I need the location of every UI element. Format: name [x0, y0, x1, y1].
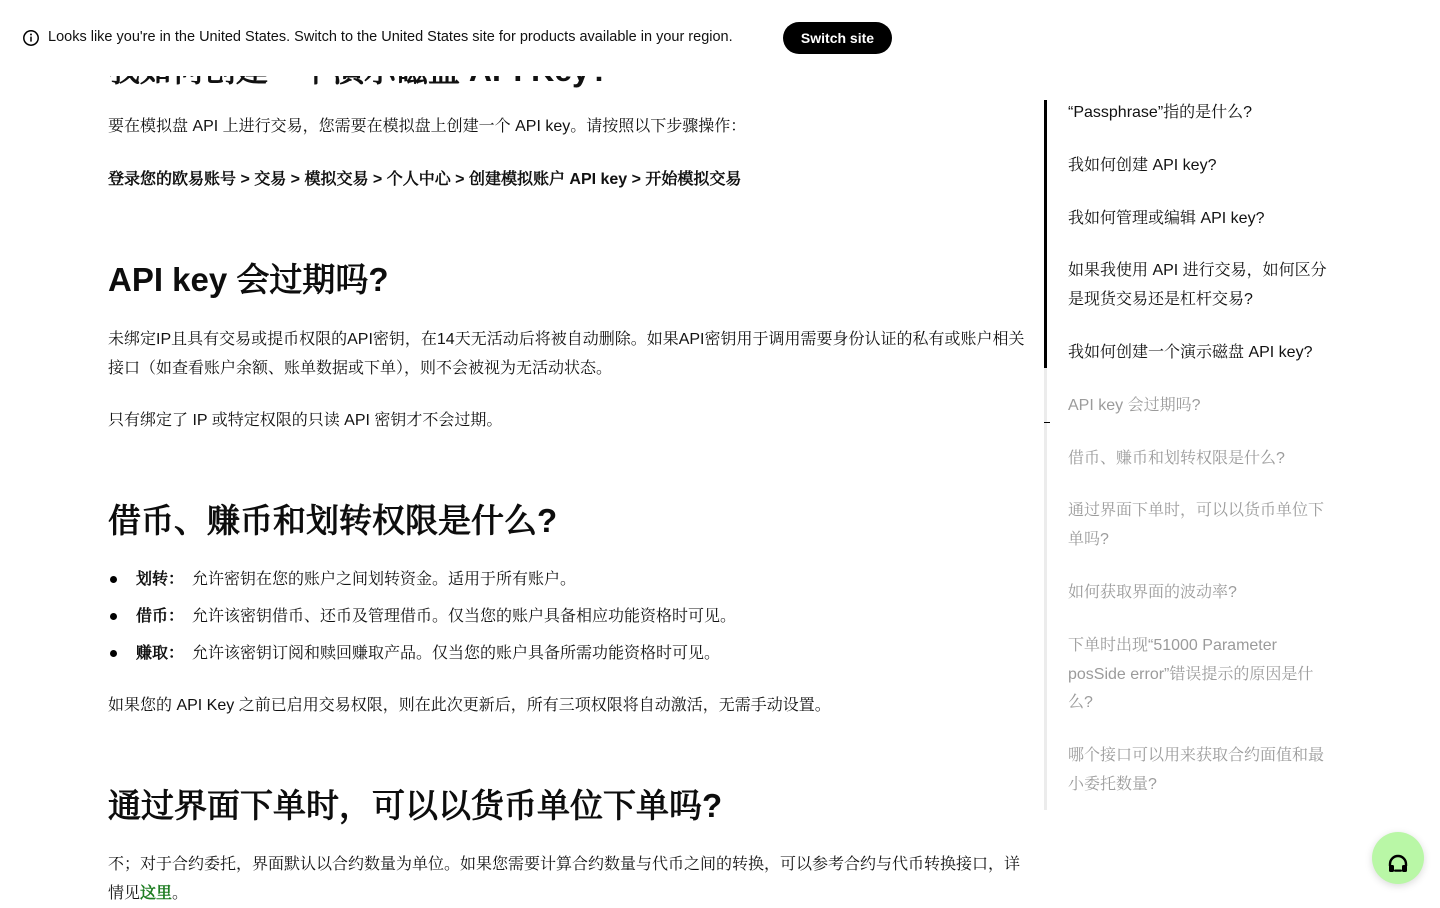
toc-item-demo-api-key[interactable]: 我如何创建一个演示磁盘 API key? — [1068, 344, 1313, 361]
list-item — [108, 602, 1028, 639]
demo-intro-text: 要在模拟盘 API 上进行交易，您需要在模拟盘上创建一个 API key。请按照以下步骤操作： — [108, 118, 747, 135]
toc-item-manage-api-key[interactable]: 我如何管理或编辑 API key? — [1068, 210, 1265, 227]
toc-progress-bar — [1044, 100, 1047, 368]
info-icon — [22, 29, 40, 47]
toc-item-permissions[interactable]: 借币、赚币和划转权限是什么? — [1068, 450, 1285, 467]
region-banner — [0, 0, 1440, 76]
headset-icon — [1386, 853, 1410, 877]
list-item — [108, 565, 1028, 602]
permission-term: 赚取： — [136, 645, 185, 662]
toc-item-api-key-expire[interactable]: API key 会过期吗? — [1068, 397, 1201, 414]
toc-item-contract-value[interactable]: 哪个接口可以用来获取合约面值和最小委托数量? — [1068, 747, 1325, 793]
details-link[interactable]: 这里 — [140, 885, 173, 902]
permission-term: 借币： — [136, 608, 185, 625]
order-unit-text: 不；对于合约委托，界面默认以合约数量为单位。如果您需要计算合约数量与代币之间的转换，可以参考合约与代币转换接口，详情见 — [108, 856, 1021, 902]
toc-progress-marker — [1044, 422, 1050, 423]
region-banner-message: Looks like you're in the United States. Switch to the United States site for products available in your region. — [48, 29, 733, 45]
toc-item-order-by-currency[interactable]: 通过界面下单时，可以以货币单位下单吗? — [1068, 502, 1325, 548]
permissions-list — [108, 565, 1028, 676]
toc-item-volatility[interactable]: 如何获取界面的波动率? — [1068, 584, 1237, 601]
permission-desc: 允许该密钥借币、还币及管理借币。仅当您的账户具备相应功能资格时可见。 — [192, 608, 737, 625]
expire-paragraph-2: 只有绑定了 IP 或特定权限的只读 API 密钥才不会过期。 — [108, 412, 503, 429]
permission-desc: 允许密钥在您的账户之间划转资金。适用于所有账户。 — [192, 571, 577, 588]
toc-item-passphrase[interactable]: “Passphrase”指的是什么? — [1068, 104, 1253, 121]
section-heading-order-unit: 通过界面下单时，可以以货币单位下单吗? — [108, 787, 723, 824]
order-unit-paragraph — [108, 850, 1028, 908]
expire-paragraph-1: 未绑定IP且具有交易或提币权限的API密钥，在14天无活动后将被自动删除。如果API密钥用于调用需要身份认证的私有或账户相关接口（如查看账户余额、账单数据或下单），则不会被视为无活动状态。 — [108, 331, 1025, 377]
permission-desc: 允许该密钥订阅和赎回赚取产品。仅当您的账户具备所需功能资格时可见。 — [192, 645, 721, 662]
toc-item-possside-error[interactable]: 下单时出现“51000 Parameter posSide error”错误提示的原因是什么? — [1068, 637, 1314, 711]
switch-site-button[interactable]: Switch site — [783, 22, 892, 54]
list-item — [108, 639, 1028, 676]
order-unit-text-end: 。 — [172, 885, 189, 902]
section-heading-permissions: 借币、赚币和划转权限是什么? — [108, 502, 558, 539]
section-heading-expire: API key 会过期吗? — [108, 261, 389, 298]
demo-steps-path: 登录您的欧易账号 > 交易 > 模拟交易 > 个人中心 > 创建模拟账户 API key > 开始模拟交易 — [108, 171, 742, 188]
permissions-note: 如果您的 API Key 之前已启用交易权限，则在此次更新后，所有三项权限将自动激活，无需手动设置。 — [108, 697, 831, 714]
permission-term: 划转： — [136, 571, 185, 588]
toc-item-create-api-key[interactable]: 我如何创建 API key? — [1068, 157, 1217, 174]
toc-item-spot-vs-margin[interactable]: 如果我使用 API 进行交易，如何区分是现货交易还是杠杆交易? — [1068, 262, 1327, 308]
support-chat-button[interactable] — [1372, 832, 1424, 884]
